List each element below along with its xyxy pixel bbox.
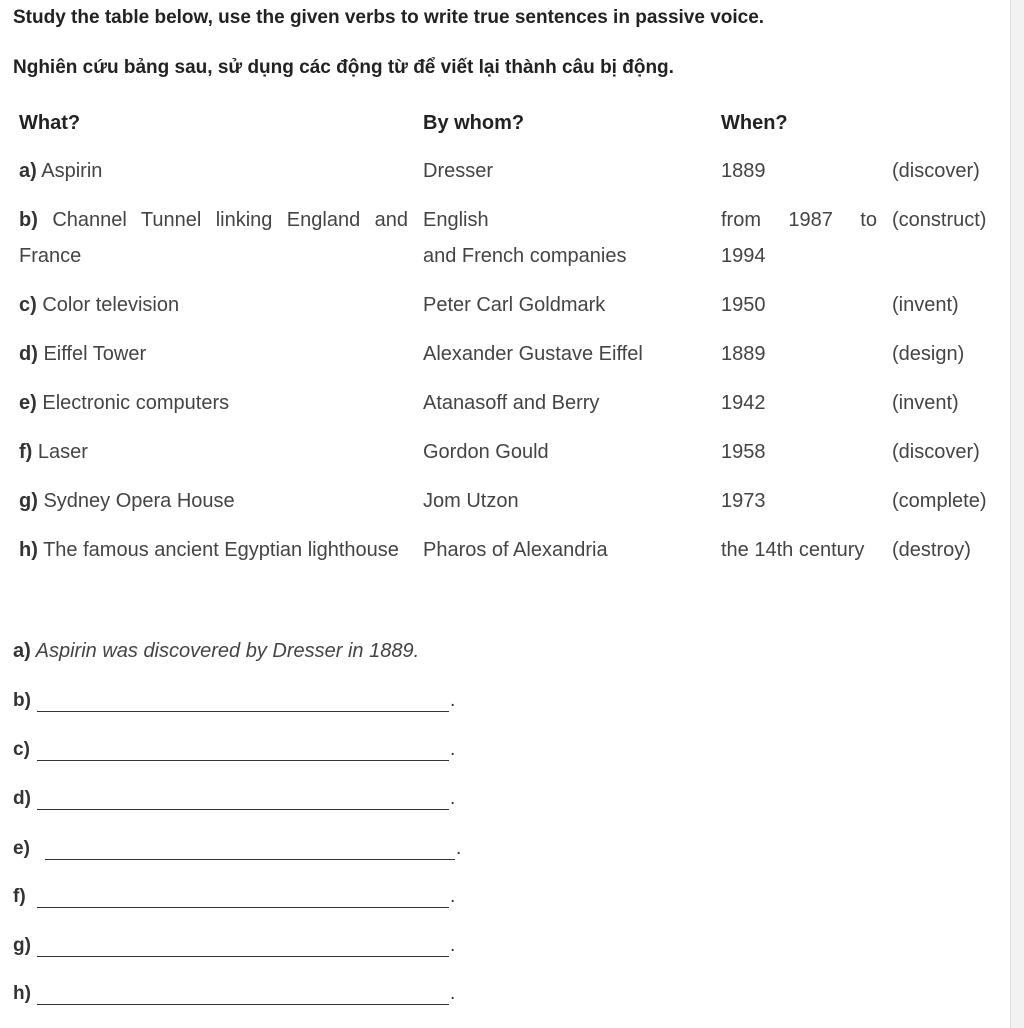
cell-when: 1973 [721,490,766,512]
what-text: Sydney Opera House [43,490,235,512]
answer-blank[interactable] [37,956,449,957]
answer-label: c) [13,739,30,760]
what-text: Aspirin [41,160,103,182]
answer-blank[interactable] [37,809,449,810]
cell-verb: (discover) [892,441,980,463]
answer-label: h) [13,983,31,1004]
header-verb [885,99,1002,147]
what-text: Eiffel Tower [43,343,147,365]
cell-when: 1958 [721,441,766,463]
answer-label: d) [13,788,31,809]
answer-period: . [450,788,456,809]
answer-line-c[interactable] [13,739,473,765]
header-by-whom: By whom? [423,112,525,134]
answer-line-h[interactable] [13,983,473,1009]
table-row [12,196,1002,281]
cell-verb: (destroy) [892,539,971,561]
instruction-vietnamese: Nghiên cứu bảng sau, sử dụng các động từ để viết lại thành câu bị động. [13,57,674,78]
cell-what [12,379,416,428]
answer-blank[interactable] [37,711,449,712]
row-label: b) [19,209,38,231]
cell-by-whom: Peter Carl Goldmark [423,294,606,316]
cell-what [12,330,416,379]
table-row [12,281,1002,330]
table-row [12,147,1002,196]
row-label: e) [19,392,37,414]
cell-when: from 1987 to 1994 [721,209,877,267]
row-label: f) [19,441,33,463]
row-label: a) [19,160,37,182]
answer-label: e) [13,838,30,859]
answer-line-e[interactable] [13,838,473,864]
answer-period: . [450,983,456,1004]
cell-what [12,147,416,196]
what-text: Laser [37,441,88,463]
by-line-1: English [423,209,489,231]
cell-by-whom [416,196,714,281]
what-text: Channel Tunnel linking England and France [19,209,408,267]
answer-period: . [450,739,456,760]
answer-line-g[interactable] [13,935,473,961]
cell-what [12,281,416,330]
row-label: g) [19,490,38,512]
row-label: d) [19,343,38,365]
cell-verb: (design) [892,343,965,365]
answer-label: g) [13,935,31,956]
what-text: Electronic computers [42,392,230,414]
cell-what [12,428,416,477]
header-what: What? [19,112,81,134]
answer-line-d[interactable] [13,788,473,814]
table-header-row [12,99,1002,147]
cell-by-whom: Alexander Gustave Eiffel [423,343,643,365]
answer-label: b) [13,690,31,711]
cell-verb: (discover) [892,160,980,182]
answer-period: . [450,690,456,711]
example-answer [13,640,419,663]
answer-line-f[interactable] [13,886,473,912]
cell-by-whom: Atanasoff and Berry [423,392,600,414]
answer-blank[interactable] [37,1004,449,1005]
row-label: c) [19,294,37,316]
cell-what [12,196,416,281]
cell-when: 1889 [721,343,766,365]
cell-what [12,526,416,575]
cell-verb: (invent) [892,392,959,414]
cell-when: the 14th century [721,539,865,561]
answer-line-b[interactable] [13,690,473,716]
answer-blank[interactable] [45,859,455,860]
table-row [12,379,1002,428]
what-text: Color television [42,294,180,316]
cell-by-whom: Gordon Gould [423,441,549,463]
row-label: h) [19,539,38,561]
answer-period: . [456,838,462,859]
cell-by-whom: Pharos of Alexandria [423,539,608,561]
header-when: When? [721,112,788,134]
cell-by-whom: Jom Utzon [423,490,519,512]
instruction-english: Study the table below, use the given verbs to write true sentences in passive voice. [13,7,765,28]
what-text: The famous ancient Egyptian lighthouse [43,539,399,561]
answer-label: f) [13,886,26,907]
answer-blank[interactable] [37,760,449,761]
cell-verb: (invent) [892,294,959,316]
cell-verb: (construct) [892,209,987,231]
cell-when: 1889 [721,160,766,182]
table-row [12,477,1002,526]
by-line-2: and French companies [423,245,627,267]
cell-what [12,477,416,526]
table-row [12,330,1002,379]
cell-when: 1942 [721,392,766,414]
answer-blank[interactable] [37,907,449,908]
cell-when: 1950 [721,294,766,316]
cell-verb: (complete) [892,490,987,512]
cell-by-whom: Dresser [423,160,494,182]
passive-voice-table [12,99,1002,575]
table-row [12,428,1002,477]
answer-period: . [450,935,456,956]
answer-period: . [450,886,456,907]
example-label: a) [13,640,31,662]
example-sentence: Aspirin was discovered by Dresser in 1889. [35,640,420,662]
table-row [12,526,1002,575]
